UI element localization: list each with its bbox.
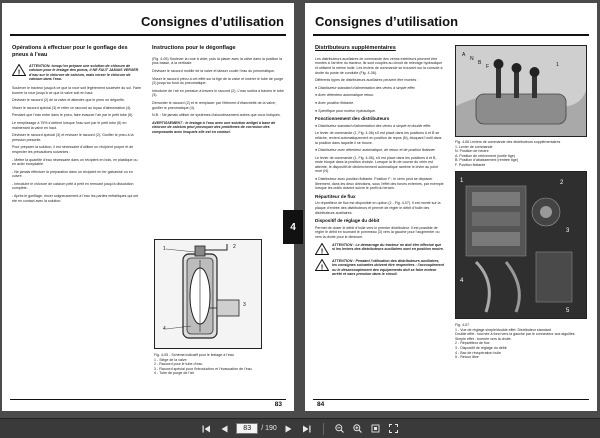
- svg-text:2: 2: [233, 244, 236, 250]
- zoom-out-icon[interactable]: [334, 423, 346, 435]
- svg-text:B: B: [478, 60, 482, 66]
- section-heading: Opérations à effectuer pour le gonflage des pneus à l’eau: [12, 45, 128, 58]
- page-indicator: [236, 423, 277, 434]
- next-page-icon[interactable]: [283, 423, 295, 435]
- svg-text:4: 4: [163, 326, 166, 332]
- left-column-2: Instructions pour le dégonflage (Fig. 4-05) Soulever la roue à vider, puis la placer avec la valve dans la position la plus basse, à la verticale. Dévisser le raccord mobile de la valve et laisser couler l’eau du pneumatique. Visser le raccord prévu à cet effet sur la tige de la valve et insérer le tube de purge (2) jusqu’au fond du pneumatique. Introduire de l’air en pression à travers le raccord (2). L’eau sortira à travers le tube (3). Démonter le raccord (2) et le remplacer par l’élément d’étanchéité de la valve; gonfler le pneumatique (4). N.B. : Ne jamais utiliser de systèmes d’alourdissement autres que ceux indiqués. AVERTISSEMENT : le lestage à l’eau avec une solution antigel à base de chlorure de calcium peut provoquer des problèmes de corrosion des composants avec lesquels elle est en contact.: [152, 45, 284, 134]
- fit-page-icon[interactable]: [370, 423, 382, 435]
- footer-rule: [10, 399, 286, 400]
- svg-text:!: !: [320, 248, 324, 255]
- page-header: Consignes d’utilisation: [315, 14, 459, 29]
- svg-text:F: F: [486, 64, 490, 70]
- svg-text:!: !: [320, 264, 324, 271]
- toolbar-separator: [323, 423, 324, 435]
- svg-text:1: 1: [163, 246, 166, 252]
- section-heading: Instructions pour le dégonflage: [152, 45, 236, 51]
- header-rule: [313, 34, 589, 36]
- figure-4-05: [154, 239, 262, 349]
- page-83: [2, 3, 294, 411]
- figure-caption: Fig. 4-07 1 - Vue de réglage simple/double effet. Distributeur standard Double effet : tournée à fond vers la gauche par le connecteur aux aiguilles. Simple effet : tournée vers la droite. 2 - Répartiteur de flux 3 - Dispositif de réglage du débit 4 - Bac de récupération huile 5 - Retour libre: [455, 323, 576, 360]
- svg-text:A: A: [462, 52, 466, 58]
- right-column-1: Distributeurs supplémentaires Les distributeurs auxiliaires de commande des vérins extérieurs peuvent être montés à l’arrière du tracteur. Ils sont couplés au circuit de relevage hydraulique et utilisent la même huile. Les leviers de commande se trouvent sur la console à droite du poste de conduite (Fig. 4-06). Différents types de distributeurs auxiliaires peuvent être montés : ● Distributeur standard d’alimentation des vérins à simple effet. ● Avec détenteur automatique retour. ● Avec position flottante. ● Spécifique pour moteur hydraulique. Fonctionnement des distributeurs ● Distributeur standard d’alimentation des vérins à simple et double effet. Le levier de commande (1, Fig. 4-06) s’il est placé dans les positions A et B se relâche, revient automatiquement en position de repos (N), bloquant l’outil dans la position dans laquelle il se trouve. ● Distributeur avec détenteur automatique, de retour et de position flottante. Le levier de commande (1, Fig. 4-06), s’il est placé dans les positions A et B, reste bloqué dans la position choisie. Lorsque la fin de course du vérin est atteinte, le dispositif de déclenchement automatique ramène le levier au point mort (N). ● Distributeur avec position flottante. Position F : le vérin peut se déplacer librement, dans les deux directions, sous l’effet des forces externes, par exemple lorsque les outils doivent suivre le profil du terrain. Répartiteur de flux Un répartiteur de flux est disponible en option (2 - Fig. 4-07). Il est monté sur la plaque d’entrée des distributeurs et permet de régler le débit d’huile des distributeurs auxiliaires. Dispositif de réglage du débit Permet de doser le débit d’huile vers le premier distributeur. Il est possible de régler le débit en tournant le pommeau (3) vers la gauche pour l’augmenter ou vers la droite pour le diminuer. ! ATTENTION : Le démarrage du tracteur ne doit être effectué que si les leviers des distributeurs auxiliaires sont en position neutre. ! ATTENTION : Pendant l’utilisation des distributeurs auxiliaires, les consignes suivantes doivent être respectées : l’accouplement ou le désaccouplement des équipements doit se faire moteur arrêté et sans pression dans le circuit.: [315, 45, 444, 277]
- warning-icon: [315, 243, 329, 255]
- svg-text:1: 1: [460, 178, 464, 184]
- hydraulic-distributor-photo: [456, 172, 586, 318]
- svg-text:2: 2: [560, 180, 564, 186]
- warning-block: ! ATTENTION : Le démarrage du tracteur ne doit être effectué que si les leviers des distributeurs auxiliaires sont en position neutre.: [315, 243, 445, 255]
- footer-rule: [313, 399, 589, 400]
- page-84: [305, 3, 597, 411]
- page-header: Consignes d’utilisation: [140, 14, 284, 29]
- header-rule: [10, 34, 286, 36]
- section-tab: 4: [283, 210, 303, 244]
- first-page-icon[interactable]: [200, 423, 212, 435]
- warning-block: ! ATTENTION : Pendant l’utilisation des distributeurs auxiliaires, les consignes suivantes doivent être respectées : l’accouplement ou le désaccouplement des équipements doit se faire moteur arrêté et sans pression dans le circuit.: [315, 259, 445, 277]
- svg-text:5: 5: [566, 308, 570, 314]
- prev-page-icon[interactable]: [218, 423, 230, 435]
- figure-caption: Fig. 4-05 - Schéma indicatif pour le lestage à l’eau 1 - Siège de la valve 2 - Raccord pour le tube d’eau 3 - Raccord spécial pour l’introduction et l’évacuation de l’eau 4 - Tube de purge de l’air: [154, 353, 252, 376]
- warning-block: ! ATTENTION: lorsqu’on prépare une solution de chlorure de calcium pour le lestage des pneus, il NE FAUT JAMAIS VERSER d’eau sur le chlorure de calcium, mais verser le chlorure de calcium dans l’eau.: [12, 64, 142, 82]
- viewer-toolbar: [0, 418, 600, 438]
- page-number: 83: [274, 401, 282, 408]
- svg-text:3: 3: [566, 228, 570, 234]
- svg-text:3: 3: [243, 302, 246, 308]
- figure-4-07: [455, 171, 587, 319]
- left-column-1: Opérations à effectuer pour le gonflage des pneus à l’eau ! ATTENTION: lorsqu’on prépare une solution de chlorure de calcium pour le lestage des pneus, il NE FAUT JAMAIS VERSER d’eau sur le chlorure de calcium, mais verser le chlorure de calcium dans l’eau. Soulever le tracteur jusqu’à ce que la roue soit légèrement soulevée du sol. Faire tourner la roue jusqu’à ce que la valve soit en haut. Dévisser le raccord (2) de la valve et attendre que le pneu se dégonfle. Visser le raccord spécial (3) et relier ce raccord au tuyau d’alimentation (4). Pendant que l’eau entre dans le pneu, faire évacuer l’air par le petit tube (6). Le remplissage à 75% s’obtient lorsque l’eau sort par le petit tube (6) en maintenant la valve en haut. Dévisser le raccord spécial (3) et revisser le raccord (2). Gonfler le pneu à la pression prescrite. Pour préparer la solution, il est nécessaire d’utiliser un récipient propre et de respecter les précautions suivantes : - Mettre la quantité d’eau nécessaire dans un récipient en bois, en plastique ou en acier inoxydable. - Ne jamais effectuer la préparation dans un récipient en fer galvanisé ou en cuivre. - Introduire le chlorure de calcium petit à petit en remuant jusqu’à dissolution complète. - Après le gonflage, rincer soigneusement à l’eau les parties métalliques qui ont été en contact avec la solution.: [12, 45, 142, 203]
- warning-icon: [315, 259, 329, 271]
- page-number: 84: [317, 401, 325, 408]
- warning-icon: [12, 64, 26, 76]
- svg-text:!: !: [17, 69, 21, 76]
- svg-text:4: 4: [460, 278, 464, 284]
- total-pages: / 190: [261, 425, 277, 432]
- control-levers-photo: [456, 46, 586, 136]
- fullscreen-icon[interactable]: [388, 423, 400, 435]
- zoom-in-icon[interactable]: [352, 423, 364, 435]
- figure-caption: Fig. 4-06 Leviers de commande des distributeurs supplémentaires 1. Levier de commande N. Position de neutre A. Position de relèvement (sortie tige) B. Position d’abaissement (rentrée tige) F. Position flottante: [455, 140, 561, 167]
- section-heading: Distributeurs supplémentaires: [315, 45, 396, 51]
- page-number-input[interactable]: [236, 423, 258, 434]
- last-page-icon[interactable]: [301, 423, 313, 435]
- figure-4-06: [455, 45, 587, 137]
- svg-text:N: N: [470, 56, 474, 62]
- tyre-water-ballast-diagram: [155, 240, 261, 348]
- svg-text:1: 1: [556, 62, 559, 68]
